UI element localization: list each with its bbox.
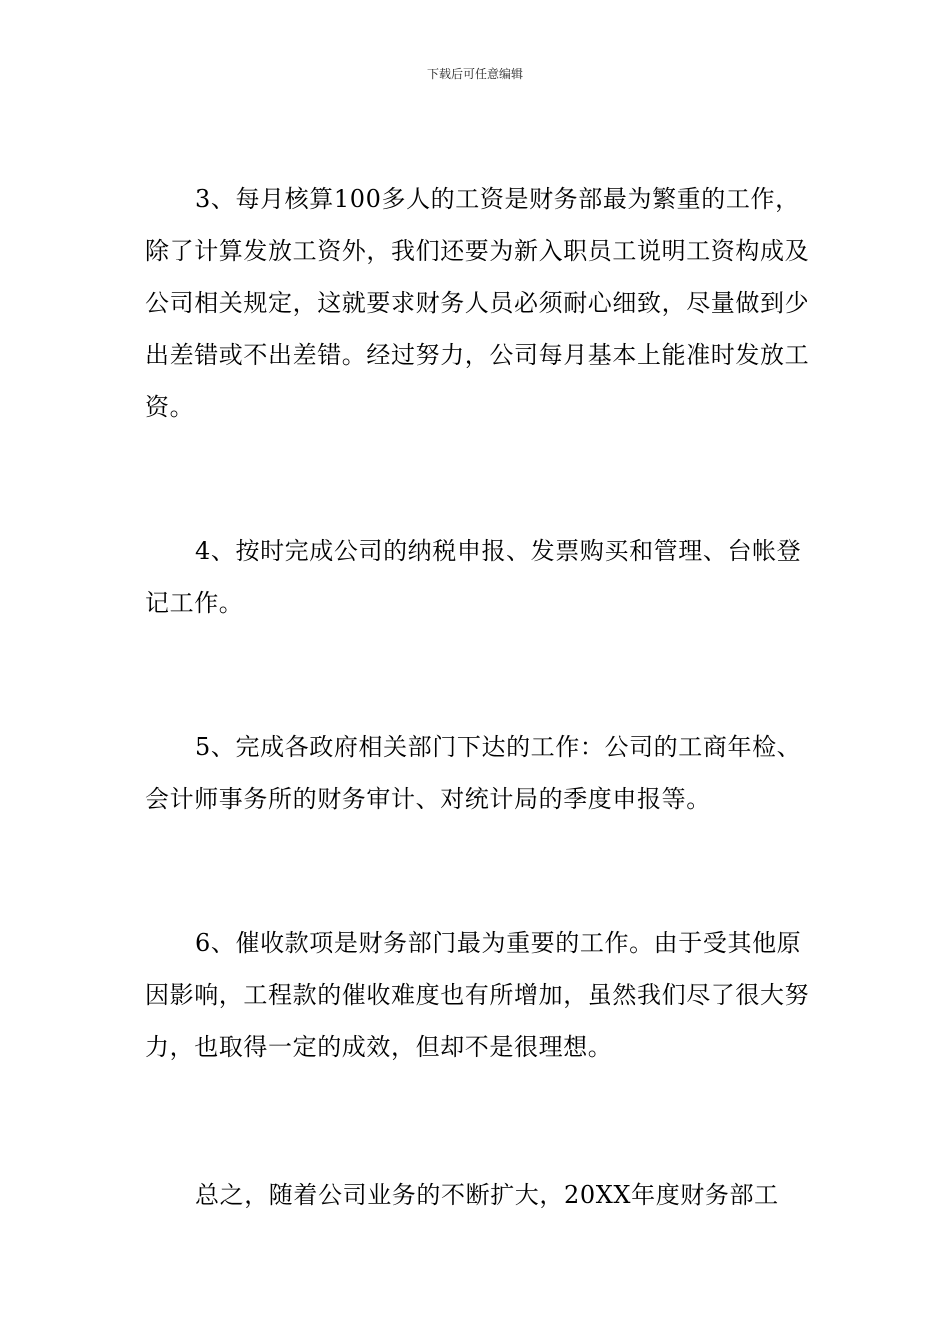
header-note: 下载后可任意编辑 [426,67,523,81]
paragraph-summary: 总之，随着公司业务的不断扩大，20XX年度财务部工 [195,1181,779,1209]
paragraph-tax-filing: 4、按时完成公司的纳税申报、发票购买和管理、台帐登记工作。 [145,537,802,617]
paragraph-government-tasks: 5、完成各政府相关部门下达的工作：公司的工商年检、会计师事务所的财务审计、对统计局的季度申报等。 [145,733,802,813]
paragraph-salary-accounting: 3、每月核算100多人的工资是财务部最为繁重的工作，除了计算发放工资外，我们还要为新入职员工说明工资构成及公司相关规定，这就要求财务人员必须耐心细致，尽量做到少出差错或不出差错。经过努力，公司每月基本上能准时发放工资。 [145,185,810,421]
paragraph-payment-collection: 6、催收款项是财务部门最为重要的工作。由于受其他原因影响，工程款的催收难度也有所增加，虽然我们尽了很大努力，也取得一定的成效，但却不是很理想。 [145,929,810,1061]
